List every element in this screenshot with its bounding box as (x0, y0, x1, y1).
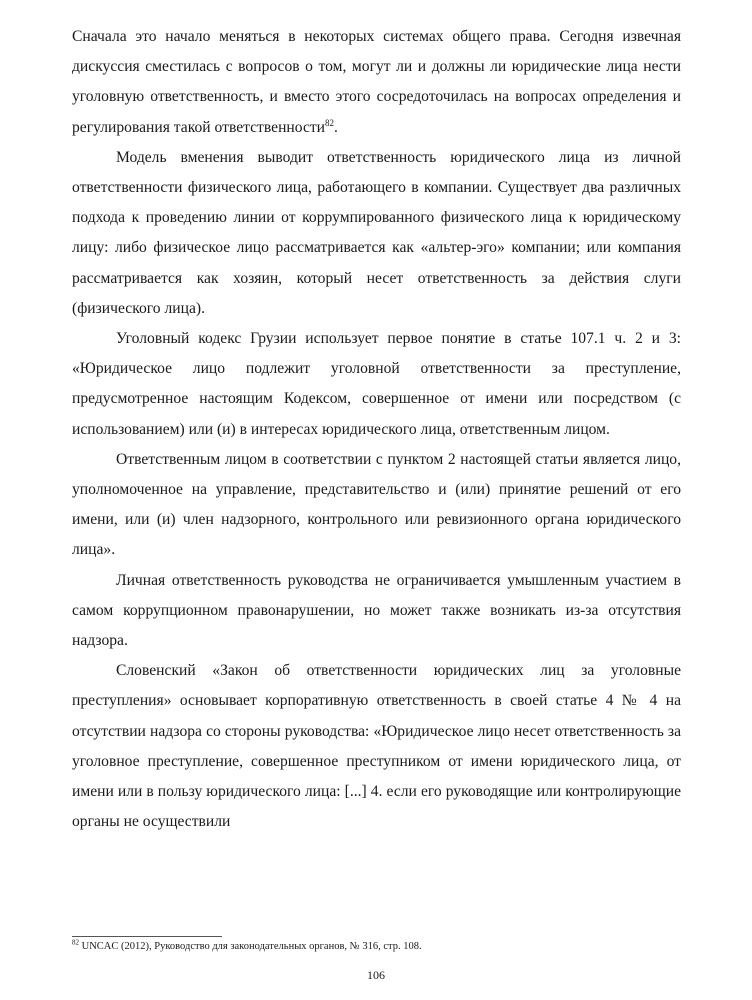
paragraph-1-text: Сначала это начало меняться в некоторых системах общего права. Сегодня извечная дискуссия сместилась с вопросов о том, могут ли и должны ли юридические лица нести уголовную ответственность, и вместо этого сосредоточилась на вопросах определения и регулирования такой ответственности (72, 28, 681, 136)
paragraph-5: Личная ответственность руководства не ограничивается умышленным участием в самом коррупционном правонарушении, но может также возникать из-за отсутствия надзора. (72, 571, 681, 650)
footnote-reference[interactable]: 82 (325, 117, 335, 128)
paragraph-1 (72, 22, 681, 143)
page-number: 106 (367, 968, 385, 982)
footnote-text: UNCAC (2012), Руководство для законодательных органов, № 316, стр. 108. (81, 941, 422, 952)
footnote-number: 82 (72, 938, 79, 947)
paragraph-6: Словенский «Закон об ответственности юридических лиц за уголовные преступления» основывает корпоративную ответственность в своей статье 4 № 4 на отсутствии надзора со стороны руководства: «Юридическое лицо несет ответственность за уголовное преступление, совершенное преступником от имени юридического лица, от имени или в пользу юридического лица: [...] 4. если его руководящие или контролирующие органы не осуществили (72, 662, 681, 831)
footnote (72, 940, 681, 954)
paragraph-4: Ответственным лицом в соответствии с пунктом 2 настоящей статьи является лицо, уполномоченное на управление, представительство и (или) принятие решений от его имени, или (и) член надзорного, контрольного или ревизионного органа юридического лица». (72, 450, 681, 559)
footnote-divider (72, 936, 222, 937)
paragraph-1-tail: . (334, 118, 338, 136)
paragraph-3: Уголовный кодекс Грузии использует первое понятие в статье 107.1 ч. 2 и 3: «Юридическое лицо подлежит уголовной ответственности за преступление, предусмотренное настоящим Кодексом, совершенное от имени или посредством (с использованием) или (и) в интересах юридического лица, ответственным лицом. (72, 330, 681, 438)
document-body (72, 22, 681, 837)
paragraph-2: Модель вменения выводит ответственность юридического лица из личной ответственности физического лица, работающего в компании. Существует два различных подхода к проведению линии от коррумпированного физического лица к юридическому лицу: либо физическое лицо рассматривается как «альтер-эго» компании; или компания рассматривается как хозяин, который несет ответственность за действия слуги (физического лица). (72, 148, 681, 317)
